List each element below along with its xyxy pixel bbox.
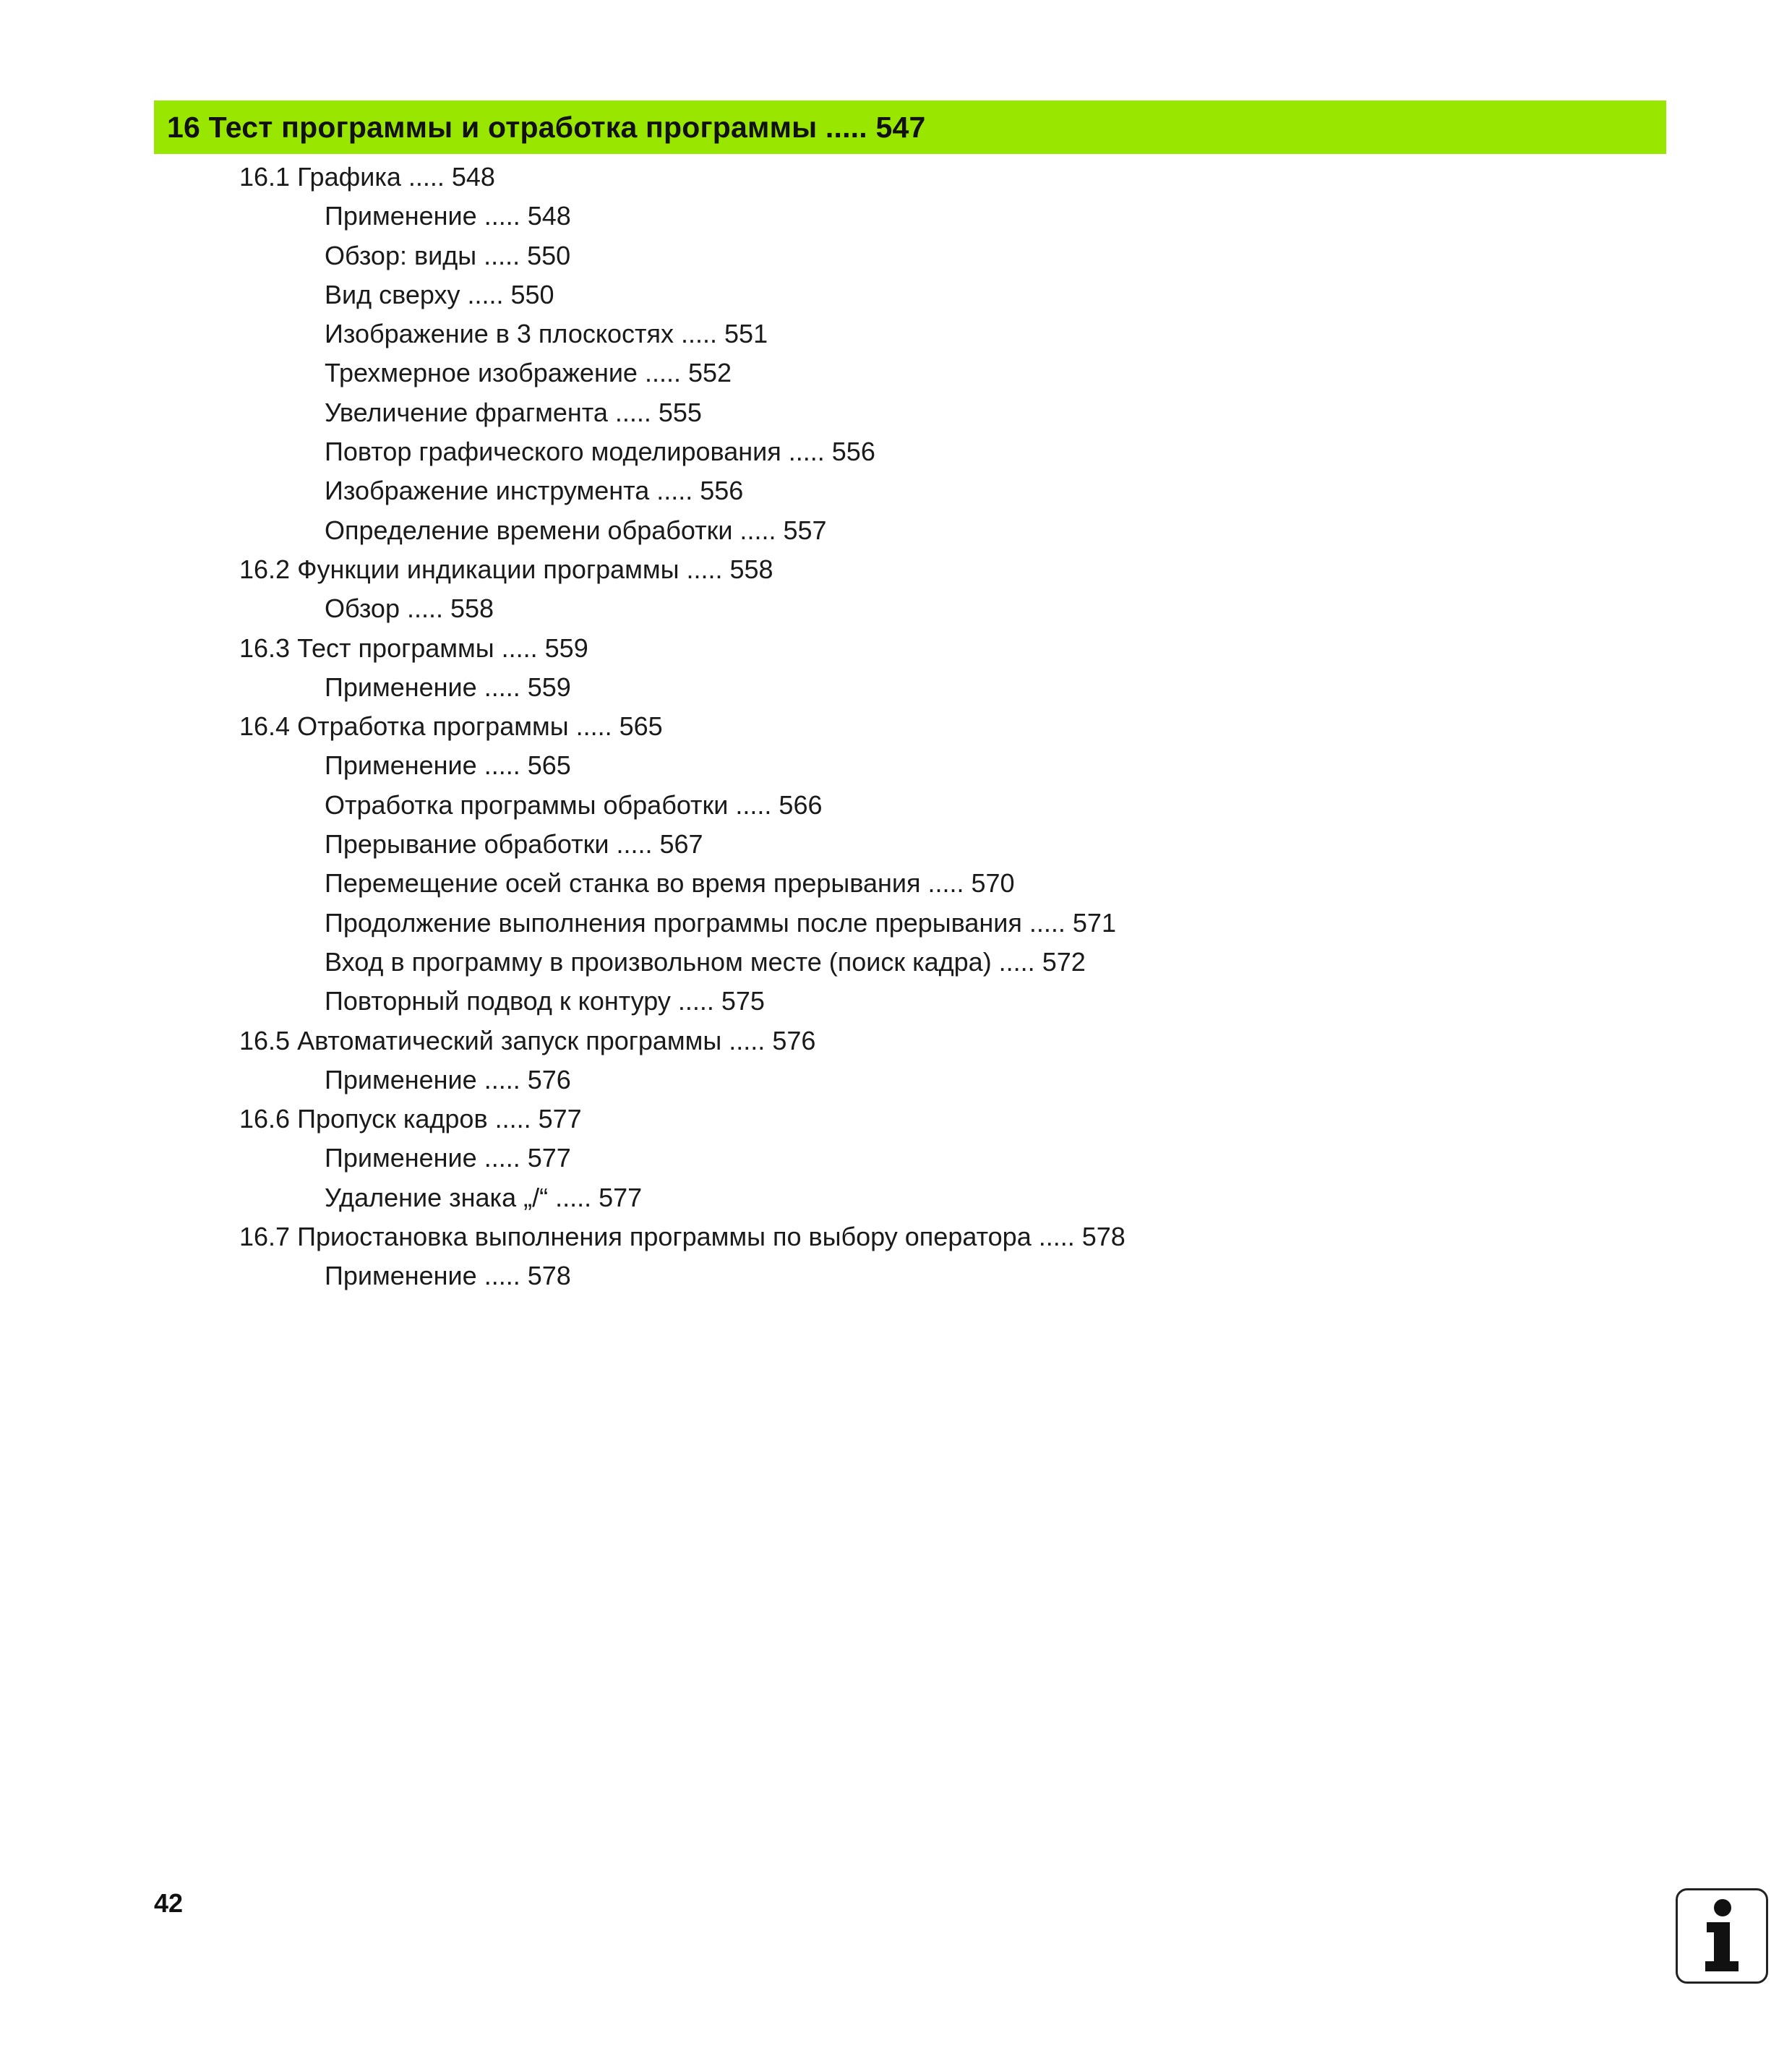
toc-subsection-entry[interactable]: Повторный подвод к контуру ..... 575 bbox=[325, 986, 765, 1016]
toc-subsection-entry[interactable]: Применение ..... 565 bbox=[325, 750, 571, 781]
toc-subsection-entry[interactable]: Удаление знака „/“ ..... 577 bbox=[325, 1182, 643, 1212]
chapter-title[interactable]: 16 Тест программы и отработка программы ..... 547 bbox=[167, 110, 926, 144]
toc-section-entry[interactable]: 16.4 Отработка программы ..... 565 bbox=[239, 711, 663, 742]
toc-subsection-entry[interactable]: Применение ..... 577 bbox=[325, 1143, 571, 1173]
toc-subsection-entry[interactable]: Вход в программу в произвольном месте (поиск кадра) ..... 572 bbox=[325, 946, 1086, 977]
toc-subsection-entry[interactable]: Прерывание обработки ..... 567 bbox=[325, 829, 703, 860]
toc-section-entry[interactable]: 16.5 Автоматический запуск программы ..... 576 bbox=[239, 1025, 816, 1055]
toc-subsection-entry[interactable]: Обзор: виды ..... 550 bbox=[325, 240, 571, 270]
toc-subsection-entry[interactable]: Увеличение фрагмента ..... 555 bbox=[325, 397, 702, 427]
info-icon bbox=[1676, 1888, 1768, 1984]
toc-subsection-entry[interactable]: Применение ..... 559 bbox=[325, 672, 571, 702]
toc-section-entry[interactable]: 16.1 Графика ..... 548 bbox=[239, 162, 495, 192]
toc-subsection-entry[interactable]: Отработка программы обработки ..... 566 bbox=[325, 789, 823, 820]
toc-subsection-entry[interactable]: Повтор графического моделирования ..... 556 bbox=[325, 437, 875, 467]
toc-subsection-entry[interactable]: Применение ..... 578 bbox=[325, 1261, 571, 1291]
toc-subsection-entry[interactable]: Изображение инструмента ..... 556 bbox=[325, 476, 744, 506]
toc-section-entry[interactable]: 16.2 Функции индикации программы ..... 558 bbox=[239, 554, 773, 584]
toc-section-entry[interactable]: 16.7 Приостановка выполнения программы по выбору оператора ..... 578 bbox=[239, 1222, 1126, 1252]
chapter-header-bar bbox=[154, 100, 1666, 154]
page-number: 42 bbox=[154, 1888, 184, 1918]
toc-subsection-entry[interactable]: Продолжение выполнения программы после прерывания ..... 571 bbox=[325, 907, 1116, 938]
toc-subsection-entry[interactable]: Трехмерное изображение ..... 552 bbox=[325, 358, 732, 388]
toc-subsection-entry[interactable]: Вид сверху ..... 550 bbox=[325, 279, 554, 309]
toc-subsection-entry[interactable]: Применение ..... 576 bbox=[325, 1064, 571, 1094]
toc-subsection-entry[interactable]: Определение времени обработки ..... 557 bbox=[325, 515, 827, 545]
toc-section-entry[interactable]: 16.3 Тест программы ..... 559 bbox=[239, 633, 588, 663]
toc-subsection-entry[interactable]: Применение ..... 548 bbox=[325, 201, 571, 231]
toc-section-entry[interactable]: 16.6 Пропуск кадров ..... 577 bbox=[239, 1104, 582, 1134]
toc-subsection-entry[interactable]: Перемещение осей станка во время прерывания ..... 570 bbox=[325, 868, 1015, 899]
table-of-contents bbox=[0, 158, 1126, 1296]
toc-subsection-entry[interactable]: Обзор ..... 558 bbox=[325, 594, 494, 624]
toc-subsection-entry[interactable]: Изображение в 3 плоскостях ..... 551 bbox=[325, 319, 768, 349]
